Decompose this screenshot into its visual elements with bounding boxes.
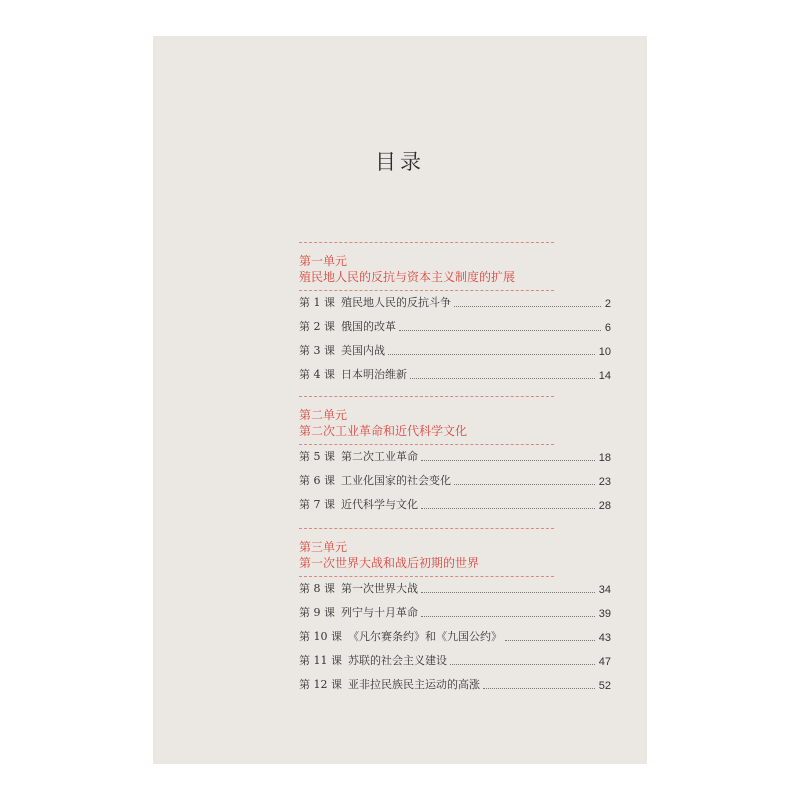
lesson-title: 《凡尔赛条约》和《九国公约》: [348, 630, 502, 643]
unit-header: [299, 242, 599, 292]
lesson-number: 第 10 课: [299, 630, 342, 643]
lesson-title: 日本明治维新: [341, 368, 407, 381]
dot-leader: [421, 460, 595, 461]
dot-leader: [505, 640, 595, 641]
page-number: 28: [598, 500, 611, 512]
lesson-title: 第二次工业革命: [341, 450, 418, 463]
lesson-number: 第 1 课: [299, 296, 335, 309]
toc-entry[interactable]: [299, 628, 611, 644]
unit-name: 第二次工业革命和近代科学文化: [299, 424, 468, 438]
lesson-number: 第 5 课: [299, 450, 335, 463]
lesson-number: 第 2 课: [299, 320, 335, 333]
toc-entry[interactable]: [299, 342, 611, 358]
toc-entry[interactable]: [299, 496, 611, 512]
unit-label: 第二单元: [299, 408, 348, 422]
dot-leader: [483, 688, 595, 689]
dot-leader: [421, 508, 595, 509]
lesson-title: 列宁与十月革命: [341, 606, 418, 619]
dot-leader: [388, 354, 595, 355]
lesson-number: 第 7 课: [299, 498, 335, 511]
page-number: 34: [598, 584, 611, 596]
lesson-title: 第一次世界大战: [341, 582, 418, 595]
unit-label: 第一单元: [299, 254, 348, 268]
page-number: 2: [604, 298, 611, 310]
lesson-number: 第 6 课: [299, 474, 335, 487]
dot-leader: [450, 664, 595, 665]
lesson-title: 亚非拉民族民主运动的高涨: [348, 678, 480, 691]
toc-entry[interactable]: [299, 676, 611, 692]
toc-entry[interactable]: [299, 472, 611, 488]
unit-label: 第三单元: [299, 540, 348, 554]
unit-divider: [299, 444, 554, 445]
toc-entry[interactable]: [299, 652, 611, 668]
unit-name: 第一次世界大战和战后初期的世界: [299, 556, 480, 570]
unit-divider: [299, 396, 554, 397]
lesson-title: 近代科学与文化: [341, 498, 418, 511]
lesson-number: 第 9 课: [299, 606, 335, 619]
toc-entry[interactable]: [299, 294, 611, 310]
lesson-title: 殖民地人民的反抗斗争: [341, 296, 451, 309]
lesson-title: 美国内战: [341, 344, 385, 357]
page-number: 52: [598, 680, 611, 692]
unit-divider: [299, 242, 554, 243]
page-number: 43: [598, 632, 611, 644]
dot-leader: [454, 306, 601, 307]
unit-divider: [299, 528, 554, 529]
book-page: [153, 36, 647, 764]
page-number: 47: [598, 656, 611, 668]
unit-header: [299, 528, 599, 578]
lesson-number: 第 8 课: [299, 582, 335, 595]
page-number: 6: [604, 322, 611, 334]
dot-leader: [399, 330, 601, 331]
page-title: 目录: [375, 150, 425, 174]
dot-leader: [421, 616, 595, 617]
unit-divider: [299, 576, 554, 577]
dot-leader: [410, 378, 595, 379]
lesson-title: 工业化国家的社会变化: [341, 474, 451, 487]
lesson-number: 第 12 课: [299, 678, 342, 691]
lesson-number: 第 4 课: [299, 368, 335, 381]
toc-entry[interactable]: [299, 366, 611, 382]
page-number: 23: [598, 476, 611, 488]
page-number: 18: [598, 452, 611, 464]
page-number: 10: [598, 346, 611, 358]
page-number: 39: [598, 608, 611, 620]
dot-leader: [454, 484, 595, 485]
lesson-title: 苏联的社会主义建设: [348, 654, 447, 667]
lesson-number: 第 11 课: [299, 654, 342, 667]
toc-entry[interactable]: [299, 604, 611, 620]
toc-entry[interactable]: [299, 448, 611, 464]
dot-leader: [421, 592, 595, 593]
unit-divider: [299, 290, 554, 291]
lesson-title: 俄国的改革: [341, 320, 396, 333]
lesson-number: 第 3 课: [299, 344, 335, 357]
unit-name: 殖民地人民的反抗与资本主义制度的扩展: [299, 270, 516, 284]
toc-entry[interactable]: [299, 318, 611, 334]
unit-header: [299, 396, 599, 446]
toc-entry[interactable]: [299, 580, 611, 596]
page-number: 14: [598, 370, 611, 382]
